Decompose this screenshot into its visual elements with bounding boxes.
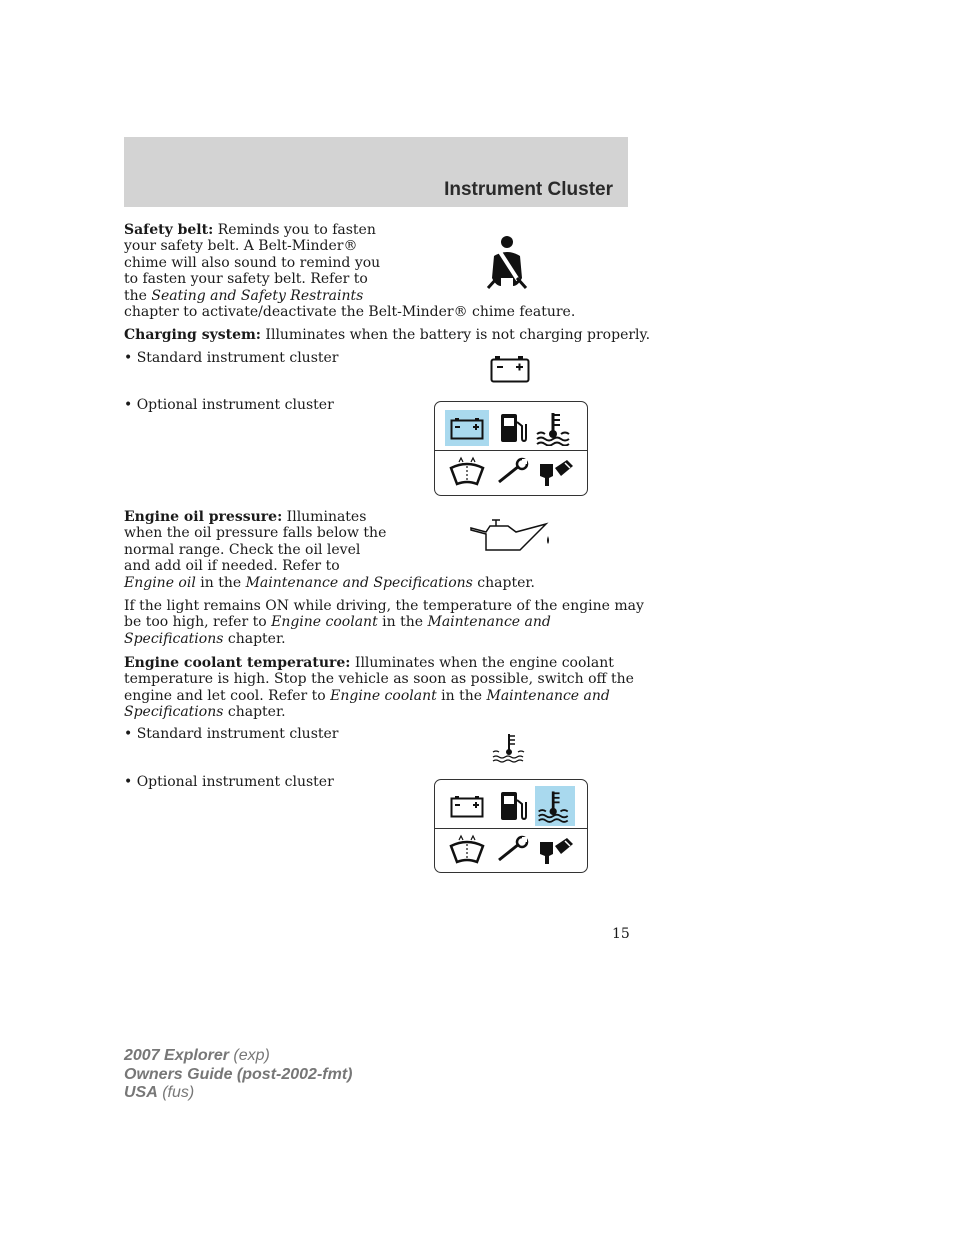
text-line: to fasten your safety belt. Refer to bbox=[124, 271, 368, 288]
coolant-temperature-icon bbox=[535, 786, 575, 826]
optional-cluster-panel bbox=[434, 779, 588, 873]
text-line: If the light remains ON while driving, the temperature of the engine may bbox=[124, 598, 644, 614]
battery-icon bbox=[445, 788, 489, 824]
text-line: Specifications chapter. bbox=[124, 704, 286, 721]
chapter-title: Instrument Cluster bbox=[444, 179, 613, 200]
coolant-paragraph bbox=[124, 655, 634, 721]
text-line: your safety belt. A Belt-Minder® bbox=[124, 238, 358, 255]
text-line: engine and let cool. Refer to Engine coolant in the Maintenance and bbox=[124, 687, 610, 704]
text-line: chime will also sound to remind you bbox=[124, 254, 381, 271]
text-line: Engine oil in the Maintenance and Specifications chapter. bbox=[124, 574, 535, 591]
text-line: and add oil if needed. Refer to bbox=[124, 558, 340, 575]
wrench-icon bbox=[491, 832, 535, 868]
door-ajar-icon bbox=[535, 454, 579, 490]
oil-can-icon bbox=[468, 518, 556, 558]
charging-paragraph: Charging system: Illuminates when the battery is not charging properly. bbox=[124, 327, 651, 343]
washer-fluid-icon bbox=[445, 454, 489, 490]
text-line: Engine oil pressure: Illuminates bbox=[124, 509, 367, 525]
chapter-header bbox=[124, 137, 628, 207]
oil-warning-paragraph bbox=[124, 598, 644, 647]
text-line: Engine coolant temperature: Illuminates when the engine coolant bbox=[124, 655, 614, 671]
footer-line: Owners Guide (post-2002-fmt) bbox=[124, 1065, 353, 1083]
document-footer bbox=[124, 1047, 352, 1103]
coolant-temperature-icon bbox=[490, 732, 530, 768]
coolant-optional-bullet: • Optional instrument cluster bbox=[124, 774, 334, 790]
text-line: chapter to activate/deactivate the Belt-Minder® chime feature. bbox=[124, 304, 576, 321]
charging-standard-bullet: • Standard instrument cluster bbox=[124, 350, 339, 366]
text-line: when the oil pressure falls below the bbox=[124, 525, 387, 542]
text-line: Specifications chapter. bbox=[124, 630, 286, 647]
text-line: temperature is high. Stop the vehicle as soon as possible, switch off the bbox=[124, 671, 634, 688]
optional-cluster-panel bbox=[434, 401, 588, 496]
footer-line: 2007 Explorer (exp) bbox=[124, 1047, 270, 1064]
battery-icon bbox=[490, 355, 530, 387]
page-number: 15 bbox=[612, 926, 630, 942]
footer-line: USA (fus) bbox=[124, 1084, 195, 1102]
wrench-icon bbox=[491, 454, 535, 490]
text-line: Safety belt: Reminds you to fasten bbox=[124, 222, 376, 238]
text-line: the Seating and Safety Restraints bbox=[124, 287, 364, 304]
charging-optional-bullet: • Optional instrument cluster bbox=[124, 397, 334, 413]
text-line: normal range. Check the oil level bbox=[124, 541, 361, 558]
fuel-pump-icon bbox=[491, 788, 535, 824]
fuel-pump-icon bbox=[491, 410, 535, 446]
text-line: be too high, refer to Engine coolant in the Maintenance and bbox=[124, 614, 551, 631]
coolant-temperature-icon bbox=[533, 410, 577, 446]
washer-fluid-icon bbox=[445, 832, 489, 868]
battery-icon bbox=[445, 410, 489, 446]
panel-divider bbox=[435, 828, 587, 829]
panel-divider bbox=[435, 450, 587, 451]
coolant-standard-bullet: • Standard instrument cluster bbox=[124, 726, 339, 742]
door-ajar-icon bbox=[535, 832, 579, 868]
seatbelt-icon bbox=[482, 234, 532, 294]
